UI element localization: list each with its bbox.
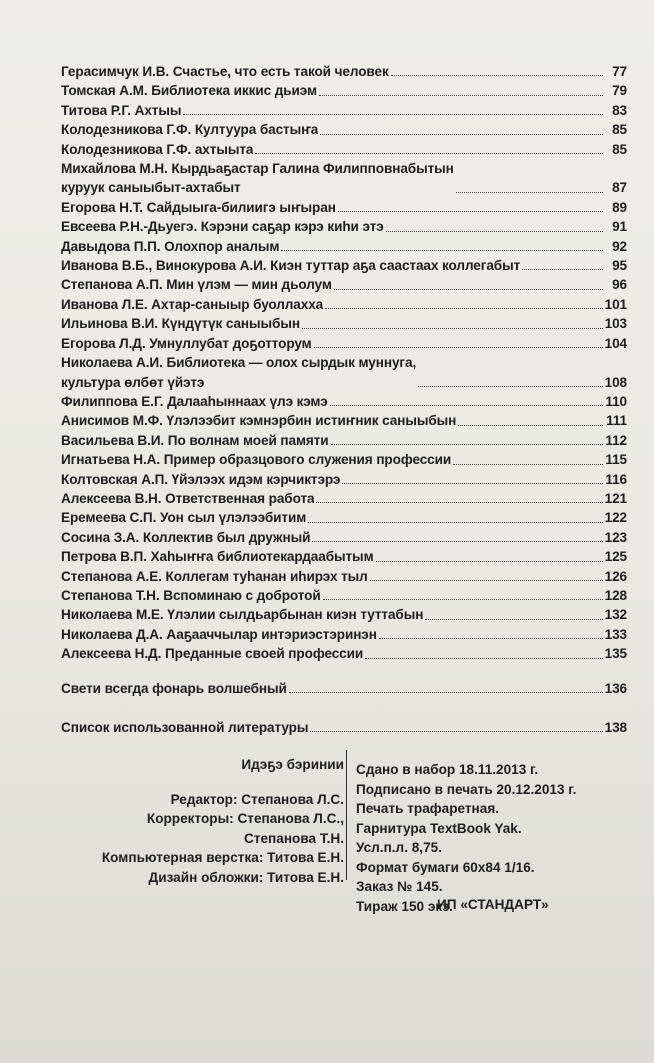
toc-page-number: 95 [612,258,627,274]
toc-entry-title [61,275,332,294]
publisher-name: ИП «СТАНДАРТ» [437,897,549,912]
toc-page-number: 111 [606,413,627,429]
toc-entry-title [61,295,323,314]
toc-leader-dots [376,561,603,562]
toc-leader-dots [338,211,603,212]
toc-entry [61,198,627,217]
toc-leader-dots [316,502,602,503]
toc-page-number: 87 [612,180,627,196]
toc-page-number: 79 [612,83,627,99]
column-divider [346,750,347,880]
editor-line: Редактор: Степанова Л.С. [170,791,344,807]
toc-title-line: Алексеева В.Н. Ответственная работа [61,490,315,506]
toc-title-line: Сосина З.А. Коллектив был дружный [61,529,311,545]
toc-title-line: Евсеева Р.Н.-Дьуегэ. Кэрэни саҕар кэрэ киһи этэ [61,219,384,235]
toc-entry-title [61,159,454,198]
toc-title-line: Герасимчук И.В. Счастье, что есть такой человек [61,64,389,79]
toc-entry-title [61,411,456,430]
toc-leader-dots [379,638,603,639]
toc-entry-title [61,392,328,411]
toc-entry [61,101,627,120]
toc-page-number: 77 [612,64,627,79]
toc-page-number: 138 [604,720,627,735]
imprint-block [356,760,626,916]
toc-page-number: 112 [605,432,627,448]
toc-leader-dots [456,192,603,193]
imprint-line: Усл.п.л. 8,75. [356,840,442,855]
cover-design-line: Дизайн обложки: Титова Е.Н. [148,869,344,885]
toc-page-number: 96 [612,277,627,293]
toc-title-line: Иванова В.Б., Винокурова А.И. Киэн туттар аҕа саастаах коллегабыт [61,258,521,274]
toc-leader-dots [325,308,603,309]
toc-title-line: Николаева М.Е. Үлэлии сылдьарбынан киэн туттабын [61,607,424,623]
toc-leader-dots [370,580,603,581]
imprint-line: Заказ № 145. [356,879,443,894]
toc-entry [61,625,627,644]
toc-title-line: Николаева А.И. Библиотека — олох сырдык муннуга, [61,355,417,371]
toc-page-number: 128 [604,587,627,603]
toc-entry [61,120,627,139]
toc-page-number: 92 [612,238,627,254]
toc-title-line: Ильинова В.И. Күндүтүк саныыбын [61,316,300,332]
toc-page-number: 132 [604,607,627,623]
toc-title-line: Егорова Н.Т. Сайдыыга-билиигэ ыҥыран [61,199,336,215]
toc-entry-title [61,679,287,698]
credits-block [62,755,344,887]
toc-page-number: 135 [604,646,627,662]
toc-title-line: Еремеева С.П. Уон сыл үлэлээбитим [61,510,307,526]
toc-leader-dots [425,619,602,620]
toc-entry-title [61,81,317,100]
toc-entry-title [61,625,377,644]
toc-entry [61,605,627,624]
toc-page-number: 116 [605,471,627,487]
toc-leader-dots [281,250,603,251]
toc-entry-title [61,508,306,527]
toc-page-number: 110 [605,393,627,409]
correctors-line-2: Степанова Т.Н. [244,830,344,846]
toc-entry [61,159,627,198]
toc-entry [61,237,627,256]
toc-title-line: Колтовская А.П. Үйэлээх идэм кэрчиктэрэ [61,471,341,487]
toc-page-number: 122 [604,510,627,526]
toc-entry-title [61,489,314,508]
toc-page-number: 89 [612,199,627,215]
toc-title-line: Петрова В.П. Хаһыҥҥа библиотекардаабытым [61,549,374,565]
toc-page-number: 83 [612,102,627,118]
table-of-contents [61,62,627,737]
toc-title-line: Михайлова М.Н. Кырдьаҕастар Галина Филипповнабытын [61,161,454,177]
toc-entry-title [61,120,318,139]
toc-page-number: 85 [612,141,627,157]
toc-entry-title [61,140,253,159]
toc-title-line: Васильева В.И. По волнам моей памяти [61,432,329,448]
toc-entry-title [61,334,312,353]
toc-title-line: культура өлбөт үйэтэ [61,374,205,390]
toc-entry [61,450,627,469]
toc-title-line: Степанова Т.Н. Вспоминаю с добротой [61,587,321,603]
toc-page-number: 133 [604,626,627,642]
toc-entry-title [61,256,520,275]
toc-title-line: Игнатьева Н.А. Пример образцового служения профессии [61,452,452,468]
toc-entry-title [61,450,451,469]
imprint-line: Подписано в печать 20.12.2013 г. [356,781,577,797]
toc-leader-dots [308,522,602,523]
toc-leader-dots [320,134,603,135]
toc-entry [61,470,627,489]
toc-entry [61,718,627,737]
toc-entry-title [61,62,389,81]
toc-entry [61,644,627,663]
toc-entry-title [61,567,368,586]
toc-entry-title [61,547,374,566]
toc-entry [61,679,627,698]
toc-entry [61,295,627,314]
toc-entry-title [61,314,300,333]
toc-page-number: 123 [604,529,627,545]
toc-leader-dots [331,444,603,445]
toc-entry-title [61,217,384,236]
toc-entry-title [61,353,416,392]
toc-entry [61,431,627,450]
toc-title-line: Свети всегда фонарь волшебный [61,680,287,696]
toc-leader-dots [334,289,603,290]
imprint-line: Тираж 150 экз. [356,898,453,914]
imprint-line: Сдано в набор 18.11.2013 г. [356,762,539,777]
toc-leader-dots [255,153,603,154]
toc-title-line: Алексеева Н.Д. Преданные своей профессии [61,646,364,662]
toc-page-number: 121 [604,490,627,506]
toc-title-line: Титова Р.Г. Ахтыы [61,102,182,118]
toc-entry-title [61,237,279,256]
toc-entry-title [61,101,181,120]
toc-title-line: Томская А.М. Библиотека иккис дьиэм [61,83,317,99]
toc-title-line: Егорова Л.Д. Умнуллубат доҕотторум [61,335,312,351]
imprint-line: Гарнитура TextBook Yak. [356,820,522,836]
toc-leader-dots [319,95,603,96]
toc-page-number: 85 [612,122,627,138]
toc-entry [61,489,627,508]
toc-leader-dots [386,231,603,232]
toc-leader-dots [458,425,603,426]
toc-title-line: Степанова А.Е. Коллегам туһанан иһирэх тыл [61,568,368,584]
toc-entry [61,353,627,392]
toc-entry-title [61,605,423,624]
toc-leader-dots [342,483,603,484]
toc-page-number: 91 [612,219,627,235]
toc-page-number: 126 [604,568,627,584]
toc-entry [61,256,627,275]
toc-entry [61,217,627,236]
toc-leader-dots [418,386,602,387]
imprint-line: Формат бумаги 60х84 1/16. [356,859,535,875]
toc-title-line: Анисимов М.Ф. Үлэлээбит кэмнэрбин истиҥник саныыбын [61,413,457,429]
toc-title-line: Филиппова Е.Г. Далааһыннаах үлэ кэмэ [61,393,328,409]
toc-leader-dots [183,114,603,115]
toc-entry [61,586,627,605]
toc-entry-title [61,198,336,217]
book-title: Идэҕэ бэринии [241,757,344,772]
toc-leader-dots [330,405,603,406]
toc-entry [61,567,627,586]
toc-entry [61,528,627,547]
toc-entry [61,547,627,566]
toc-page-number: 108 [604,374,627,390]
toc-page-number: 136 [604,680,627,696]
toc-entry-title [61,528,310,547]
toc-entry [61,275,627,294]
toc-entry [61,508,627,527]
toc-page-number: 103 [604,316,627,332]
toc-entry-title [61,431,329,450]
toc-page-number: 125 [604,549,627,565]
toc-title-line: Давыдова П.П. Олохпор аналым [61,238,280,254]
imprint-line: Печать трафаретная. [356,801,500,816]
toc-page-number: 101 [604,296,627,312]
toc-title-line: Иванова Л.Е. Ахтар-саныыр буоллахха [61,296,324,312]
toc-leader-dots [365,658,602,659]
toc-entry-title [61,586,321,605]
toc-entry [61,334,627,353]
toc-leader-dots [310,731,602,732]
toc-entry [61,81,627,100]
toc-title-line: Николаева Д.А. Ааҕааччылар интэриэстэринэн [61,626,377,642]
toc-leader-dots [323,599,603,600]
toc-entry [61,140,627,159]
toc-page-number: 104 [604,335,627,351]
toc-page-number: 115 [605,452,627,468]
layout-line: Компьютерная верстка: Титова Е.Н. [101,850,344,865]
toc-leader-dots [391,75,603,76]
toc-entry-title [61,644,363,663]
toc-entry [61,62,627,81]
toc-leader-dots [302,328,603,329]
toc-entry [61,314,627,333]
toc-title-line: Степанова А.П. Мин үлэм — мин дьолум [61,277,332,293]
toc-leader-dots [453,464,603,465]
toc-title-line: Колодезникова Г.Ф. ахтыыта [61,141,254,157]
toc-entry-title [61,718,308,737]
toc-title-line: куруук саныыбыт-ахтабыт [61,180,241,196]
toc-leader-dots [522,269,603,270]
toc-leader-dots [312,541,602,542]
toc-leader-dots [289,692,603,693]
toc-entry [61,392,627,411]
toc-title-line: Список использованной литературы [61,720,309,735]
toc-title-line: Колодезникова Г.Ф. Култуура бастыҥа [61,122,319,138]
toc-entry [61,411,627,430]
correctors-line: Корректоры: Степанова Л.С., [146,811,344,826]
toc-leader-dots [314,347,603,348]
toc-entry-title [61,470,340,489]
